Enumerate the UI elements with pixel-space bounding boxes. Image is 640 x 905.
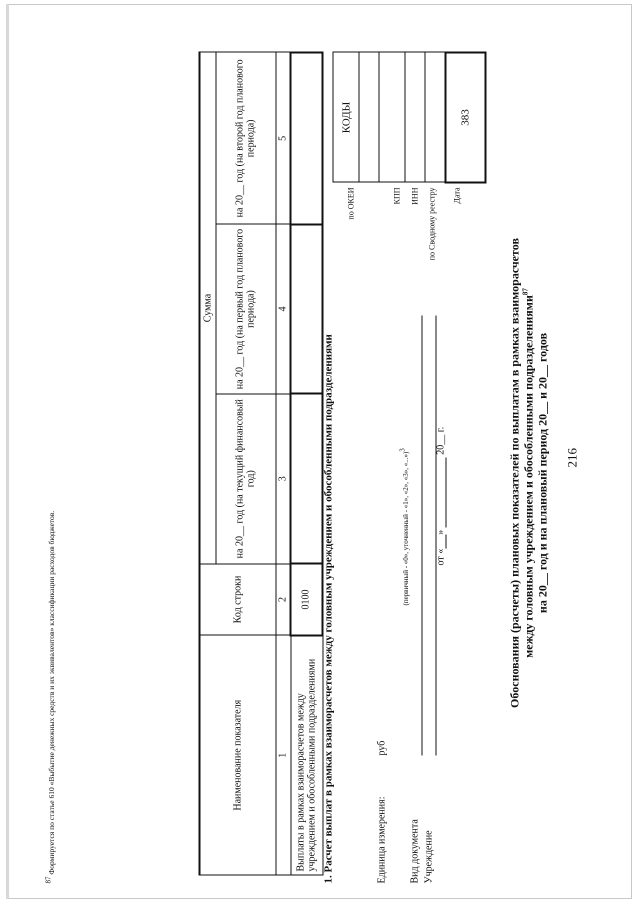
row-sum-first-plan[interactable] xyxy=(290,224,322,394)
row-sum-current[interactable] xyxy=(290,393,322,563)
document-sheet xyxy=(20,40,580,905)
title-footnote-mark: 87 xyxy=(521,287,529,295)
date-month-blank xyxy=(435,457,446,527)
code-label-kpp: КПП xyxy=(392,187,401,204)
doc-type-hint-mark: 3 xyxy=(398,447,406,452)
code-label-date: Дата xyxy=(452,187,461,203)
table-row xyxy=(290,52,322,875)
row-code: 0100 xyxy=(290,563,322,635)
payments-table xyxy=(198,51,323,875)
row-sum-second-plan[interactable] xyxy=(290,52,322,224)
code-registry-cell[interactable] xyxy=(379,52,405,182)
code-inn-cell[interactable] xyxy=(405,52,425,182)
title-line-1: Обоснования (расчеты) плановых показателей по выплатам в рамках взаиморасчетов xyxy=(507,237,521,708)
doc-type-label: Вид документа xyxy=(409,818,420,883)
code-label-inn: ИНН xyxy=(410,187,419,205)
page-number: 216 xyxy=(564,447,579,467)
doc-type-hint-text: (первичный - «0», уточненный - «1», «2», «3», «...») xyxy=(401,451,410,605)
code-kpp-cell[interactable] xyxy=(425,52,445,182)
doc-type-line xyxy=(421,315,422,755)
title-line-2 xyxy=(521,40,536,905)
header-year-second-plan: на 20__ год (на второй год планового периода) xyxy=(215,52,275,224)
code-label-okei: по ОКЕИ xyxy=(346,187,355,220)
date-day-blank xyxy=(435,534,446,548)
header-year-first-plan: на 20__ год (на первый год планового периода) xyxy=(215,224,275,394)
institution-label: Учреждение xyxy=(423,829,434,883)
date-prefix: от « xyxy=(435,548,446,565)
header-row-code: Код строки xyxy=(199,563,275,635)
date-mid: » xyxy=(435,529,446,535)
institution-line xyxy=(435,315,436,755)
col-number-5: 5 xyxy=(275,52,290,224)
codes-block xyxy=(332,51,486,183)
row-indicator-name: Выплаты в рамках взаиморасчетов между учреждением и обособленными подразделениями xyxy=(290,635,322,875)
header-sum: Сумма xyxy=(199,52,215,563)
date-suffix: 20__ г. xyxy=(435,426,446,455)
code-okei-cell: 383 xyxy=(445,52,485,182)
footnote xyxy=(44,510,56,883)
unit-label: Единица измерения: xyxy=(376,796,387,883)
col-number-1: 1 xyxy=(275,635,290,875)
col-number-3: 3 xyxy=(275,393,290,563)
page-edge xyxy=(6,4,9,899)
header-year-current: на 20__ год (на текущий финансовый год) xyxy=(215,393,275,563)
col-number-4: 4 xyxy=(275,224,290,394)
col-number-2: 2 xyxy=(275,563,290,635)
title-line-3: на 20__ год и на плановый период 20__ и 20__ годов xyxy=(535,332,549,613)
codes-labels xyxy=(332,187,482,293)
code-label-registry: по Сводному реестру xyxy=(427,187,436,260)
code-date-cell[interactable] xyxy=(359,52,379,182)
section-1-title: 1. Расчет выплат в рамках взаиморасчетов между головным учреждением и обособленными подразделениями xyxy=(322,333,334,883)
header-indicator-name: Наименование показателя xyxy=(199,635,275,875)
title-line-2-text: между головным учреждением и обособленными подразделениями xyxy=(521,294,535,658)
unit-value: руб xyxy=(376,740,387,755)
codes-header: КОДЫ xyxy=(333,52,359,182)
doc-type-hint xyxy=(398,448,409,605)
footnote-mark: 87 xyxy=(44,876,52,883)
codes-table xyxy=(332,51,486,183)
document-date-line xyxy=(435,426,446,565)
footnote-text: Формируется по статье 610 «Выбытие денежных средств и их эквивалентов» классификации расходов бюджетов. xyxy=(46,510,56,875)
